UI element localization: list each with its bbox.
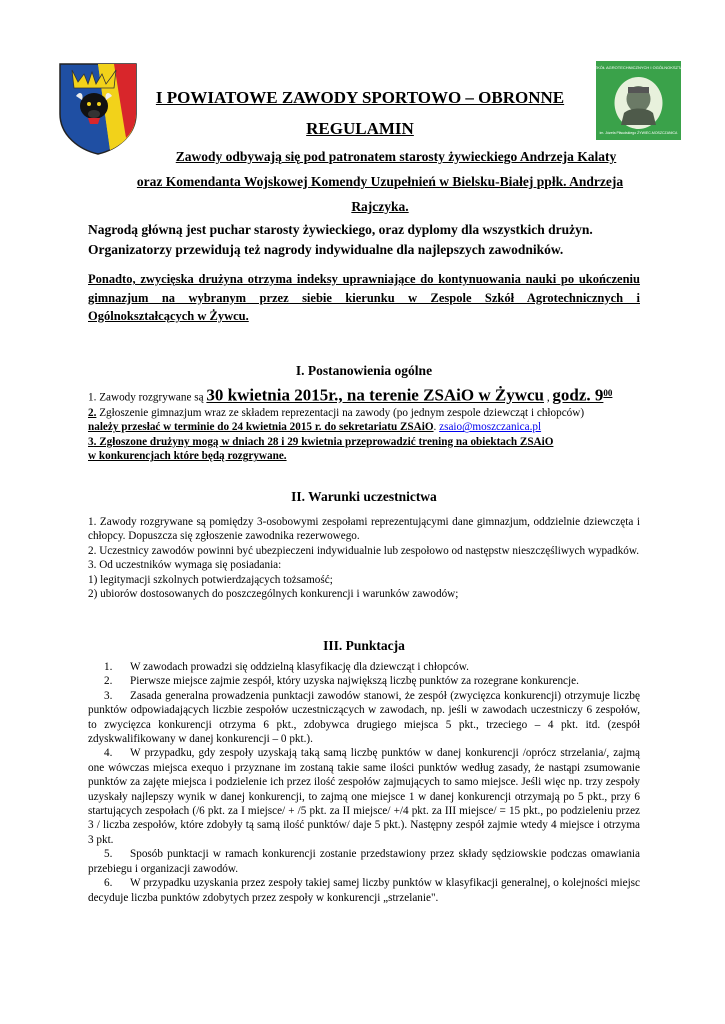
section-1-item-2-dot: . xyxy=(433,421,440,434)
scoring-rule-item xyxy=(88,674,640,688)
scoring-rule-item xyxy=(88,746,640,847)
page-subtitle: REGULAMIN xyxy=(306,119,414,138)
scoring-rule-item xyxy=(88,660,640,674)
scoring-rule-text: Pierwsze miejsce zajmie zespół, który uzyska największą liczbę punktów za rozegrane konkurencje. xyxy=(130,675,579,688)
scoring-rule-text: Sposób punktacji w ramach konkurencji zostanie przedstawiony przez składy sędziowskie podczas omawiania przebiegu i organizacji zawodów. xyxy=(88,848,640,875)
section-2-item-3b: 2) ubiorów dostosowanych do poszczególnych konkurencji i warunków zawodów; xyxy=(88,588,459,601)
prizes-line-1: Nagrodą główną jest puchar starosty żywieckiego, oraz dyplomy dla wszystkich drużyn. xyxy=(88,222,593,237)
section-1-item-3-line-1: . Zgłoszone drużyny mogą w dniach 28 i 29 kwietnia przeprowadzić trening na obiektach ZSAiO xyxy=(93,436,554,448)
scoring-rule-number: 1. xyxy=(104,661,113,673)
scoring-rule-text: W zawodach prowadzi się oddzielną klasyfikację dla dziewcząt i chłopców. xyxy=(130,661,469,673)
ponadto-paragraph: Ponadto, zwycięska drużyna otrzyma indeksy uprawniające do kontynuowania nauki po ukończeniu gimnazjum na wybranym przez siebie kierunku w Zespole Szkół Agrotechnicznych i Ogólnokształcących w Żywcu. xyxy=(88,272,640,323)
section-1-item-1 xyxy=(88,386,648,405)
section-1-item-3-line-2: w konkurencjach które będą rozgrywane. xyxy=(88,450,287,463)
prizes-line-2: Organizatorzy przewidują też nagrody indywidualne dla najlepszych zawodników. xyxy=(88,242,564,257)
section-1-item-1-time-sup: 00 xyxy=(603,388,613,398)
scoring-rule-number: 4. xyxy=(104,747,113,760)
patron-line-3: Rajczyka. xyxy=(351,199,409,214)
section-1-item-3-num: 3 xyxy=(88,436,94,448)
scoring-rule-number: 5. xyxy=(104,848,113,861)
scoring-rule-number: 6. xyxy=(104,877,113,890)
patron-line-1: Zawody odbywają się pod patronatem starosty żywieckiego Andrzeja Kalaty xyxy=(175,149,617,164)
section-2-item-2: 2. Uczestnicy zawodów powinni być ubezpieczeni indywidualnie lub zespołowo od następstw nieszczęśliwych wypadków. xyxy=(88,544,640,557)
scoring-rule-number: 2. xyxy=(104,675,113,688)
section-1-title: I. Postanowienia ogólne xyxy=(295,363,433,378)
section-3-title: III. Punktacja xyxy=(323,638,405,653)
scoring-rule-item xyxy=(88,689,640,747)
contact-email-link[interactable]: zsaio@moszczanica.pl xyxy=(439,421,542,434)
section-2-item-3: 3. Od uczestników wymaga się posiadania: xyxy=(88,559,282,572)
patron-line-2: oraz Komendanta Wojskowej Komendy Uzupełnień w Bielsku-Białej ppłk. Andrzeja xyxy=(136,174,624,189)
section-2-item-3a: 1) legitymacji szkolnych potwierdzających tożsamość; xyxy=(88,573,333,586)
section-1-item-1-separator: , xyxy=(544,391,553,404)
scoring-rule-text: Zasada generalna prowadzenia punktacji zawodów stanowi, że zespół (zwycięzca konkurencji) otrzymuje liczbę punktów odpowiadających liczbie zespołów uczestniczących w zawodach, np. jeśli w zawodach uczestniczy 6 zespołów, to zwycięzca konkurencji otrzyma 6 pkt., zdobywca drugiego miejsca 5 pkt., trzeciego – 4 pkt. itd. (zespół zdyskwalifikowany w danej konkurencji – 0 pkt.). xyxy=(88,689,640,746)
section-1-item-2-num: 2. xyxy=(88,407,97,419)
scoring-rule-text: W przypadku uzyskania przez zespoły takiej samej liczby punktów w klasyfikacji generalnej, o kolejności miejsc decyduje liczba punktów zdobytych przez zespoły w konkurencji „strzelanie". xyxy=(88,877,640,904)
county-crest xyxy=(58,62,138,156)
scoring-rule-text: W przypadku, gdy zespoły uzyskają taką samą liczbę punktów w danej konkurencji /oprócz strzelania/, zajmą one wówczas miejsca exequo i przyznane im zostaną takie same ilości punktów według zasady, że nastąpi zsumowanie punktów za zajęte miejsca i podzielenie ich przez ilość zespołów zajmujących to samo miejsce. Jeśli więc np. trzy zespoły uzyskały najlepszy wynik w danej konkurencji, to zajmą one miejsce 1 w danej konkurencji otrzymają po 5 pkt., przy 6 startujących zespołach (/6 pkt. za I miejsce/ + /5 pkt. za II miejsce/ +/4 pkt. za III miejsce/ = 15 pkt., po podzieleniu przez 3 / liczba zespołów, które zdobyły tą samą ilość punktów/ daje 5 pkt.). Następny zespół zajmie wtedy 4 miejsce i otrzyma 3 pkt. xyxy=(88,747,640,846)
section-3-list xyxy=(88,660,640,905)
school-logo-text-top: ZESPÓŁ SZKÓŁ AGROTECHNICZNYCH I OGÓLNOKSZTAŁCĄCYCH xyxy=(575,65,702,70)
scoring-rule-item xyxy=(88,876,640,905)
section-2-body xyxy=(88,515,640,601)
section-1-item-3 xyxy=(88,435,648,464)
school-logo-text-bottom: im. Józefa Piłsudskiego ŻYWIEC-MOSZCZANICA xyxy=(599,131,678,135)
section-1-item-2 xyxy=(88,406,648,435)
section-1-item-1-date: 30 kwietnia 2015r., na terenie ZSAiO w Żywcu xyxy=(206,385,545,405)
school-logo xyxy=(575,61,702,140)
section-2-item-1: 1. Zawody rozgrywane są pomiędzy 3-osobowymi zespołami reprezentującymi dane gimnazjum, oddzielnie dziewczęta i chłopcy. Dopuszcza się zgłoszenie zawodnika rezerwowego. xyxy=(88,516,640,543)
section-1-item-1-time: godz. 9 xyxy=(552,385,604,405)
section-1-item-2-text: Zgłoszenie gimnazjum wraz ze składem reprezentacji na zawody (po jednym zespole dziewcząt i chłopców) xyxy=(96,407,585,419)
section-1-item-2-deadline: należy przesłać w terminie do 24 kwietnia 2015 r. do sekretariatu ZSAiO xyxy=(88,421,434,434)
scoring-rule-item xyxy=(88,847,640,876)
section-2-title: II. Warunki uczestnictwa xyxy=(291,489,437,504)
section-1-item-1-lead: 1. Zawody rozgrywane są xyxy=(88,391,207,404)
scoring-rule-number: 3. xyxy=(104,689,113,702)
page-title: I POWIATOWE ZAWODY SPORTOWO – OBRONNE xyxy=(155,88,565,107)
